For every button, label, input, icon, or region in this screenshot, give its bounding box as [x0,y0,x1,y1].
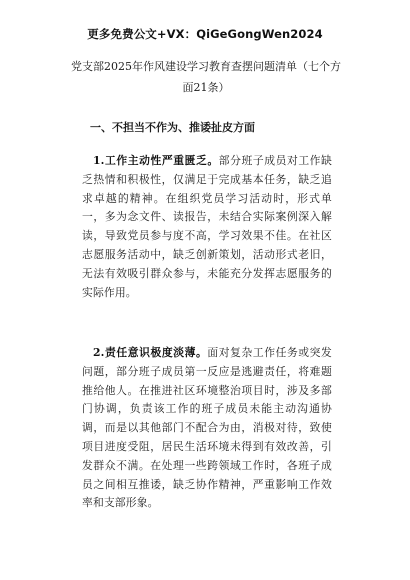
paragraph-lead: 2.责任意识极度淡薄。 [93,346,208,359]
document-title: 党支部2025年作风建设学习教育查摆问题清单（七个方面21条） [71,60,341,94]
watermark-text: 更多免费公文+VX：QiGeGongWen2024 [87,27,323,41]
paragraph-body: 面对复杂工作任务或突发问题，部分班子成员第一反应是逃避责任，将难题推给他人。在推进社区环境整治项目时，涉及多部门协调，负责该工作的班子成员未能主动沟通协调，而是以其他部门不配合为由，消极对待，致使项目进度受阻，居民生活环境未得到有效改善，引发群众不满。在处理一些跨领域工作时，各班子成员之间相互推诿，缺乏协作精神，严重影响工作效率和支部形象。 [82,346,333,510]
paragraph-item-1 [82,152,332,332]
paragraph-body: 部分班子成员对工作缺乏热情和积极性，仅满足于完成基本任务，缺乏追求卓越的精神。在组织党员学习活动时，形式单一，多为念文件、读报告，未结合实际案例深入解读，导致党员参与度不高，学习效果不佳。在社区志愿服务活动中，缺乏创新策划，活动形式老旧，无法有效吸引群众参与，未能充分发挥志愿服务的实际作用。 [82,154,333,299]
section-heading: 一、不担当不作为、推诿扯皮方面 [90,121,255,134]
paragraph-lead: 1.工作主动性严重匮乏。 [93,154,219,167]
paragraph-item-2 [82,344,332,534]
